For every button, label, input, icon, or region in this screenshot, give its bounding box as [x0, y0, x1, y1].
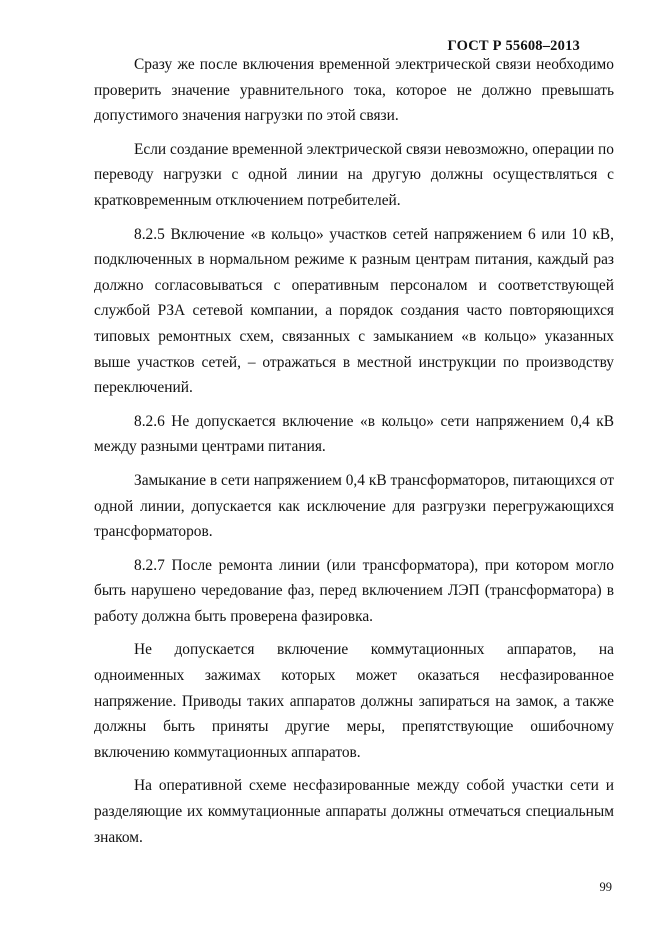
- paragraph-closing-0-4kv: Замыкание в сети напряжением 0,4 кВ трансформаторов, питающихся от одной линии, допускается как исключение для разгрузки перегружающихся трансформаторов.: [94, 471, 614, 541]
- paragraph-temporary-connection: Если создание временной электрической связи невозможно, операции по переводу нагрузки с одной линии на другую должны осуществляться с кратковременным отключением потребителей.: [94, 140, 614, 209]
- paragraph-8-2-7: 8.2.7 После ремонта линии (или трансформатора), при котором могло быть нарушено чередование фаз, перед включением ЛЭП (трансформатора) в работу должна быть проверена фазировка.: [94, 556, 614, 625]
- document-body: [94, 52, 614, 858]
- paragraph-8-2-6: 8.2.6 Не допускается включение «в кольцо» сети напряжением 0,4 кВ между разными центрами питания.: [94, 412, 614, 456]
- paragraph-8-2-5: 8.2.5 Включение «в кольцо» участков сетей напряжением 6 или 10 кВ, подключенных в нормальном режиме к разным центрам питания, каждый раз должно согласовываться с оперативным персоналом и соответствующей службой РЗА сетевой компании, а порядок создания часто повторяющихся типовых ремонтных схем, связанных с замыканием «в кольцо» указанных выше участков сетей, – отражаться в местной инструкции по производству переключений.: [94, 225, 614, 397]
- paragraph-unphased-voltage: Не допускается включение коммутационных аппаратов, на одноименных зажимах которых может оказаться несфазированное напряжение. Приводы таких аппаратов должны запираться на замок, а также должны быть приняты другие меры, препятствующие ошибочному включению коммутационных аппаратов.: [94, 641, 614, 761]
- standard-header: ГОСТ Р 55608–2013: [447, 38, 580, 54]
- paragraph-operational-scheme: На оперативной схеме несфазированные между собой участки сети и разделяющие их коммутационные аппараты должны отмечаться специальным знаком.: [94, 777, 614, 846]
- page-number: 99: [599, 880, 612, 894]
- paragraph-equalizing-current: Сразу же после включения временной электрической связи необходимо проверить значение уравнительного тока, которое не должно превышать допустимого значения нагрузки по этой связи.: [94, 56, 614, 125]
